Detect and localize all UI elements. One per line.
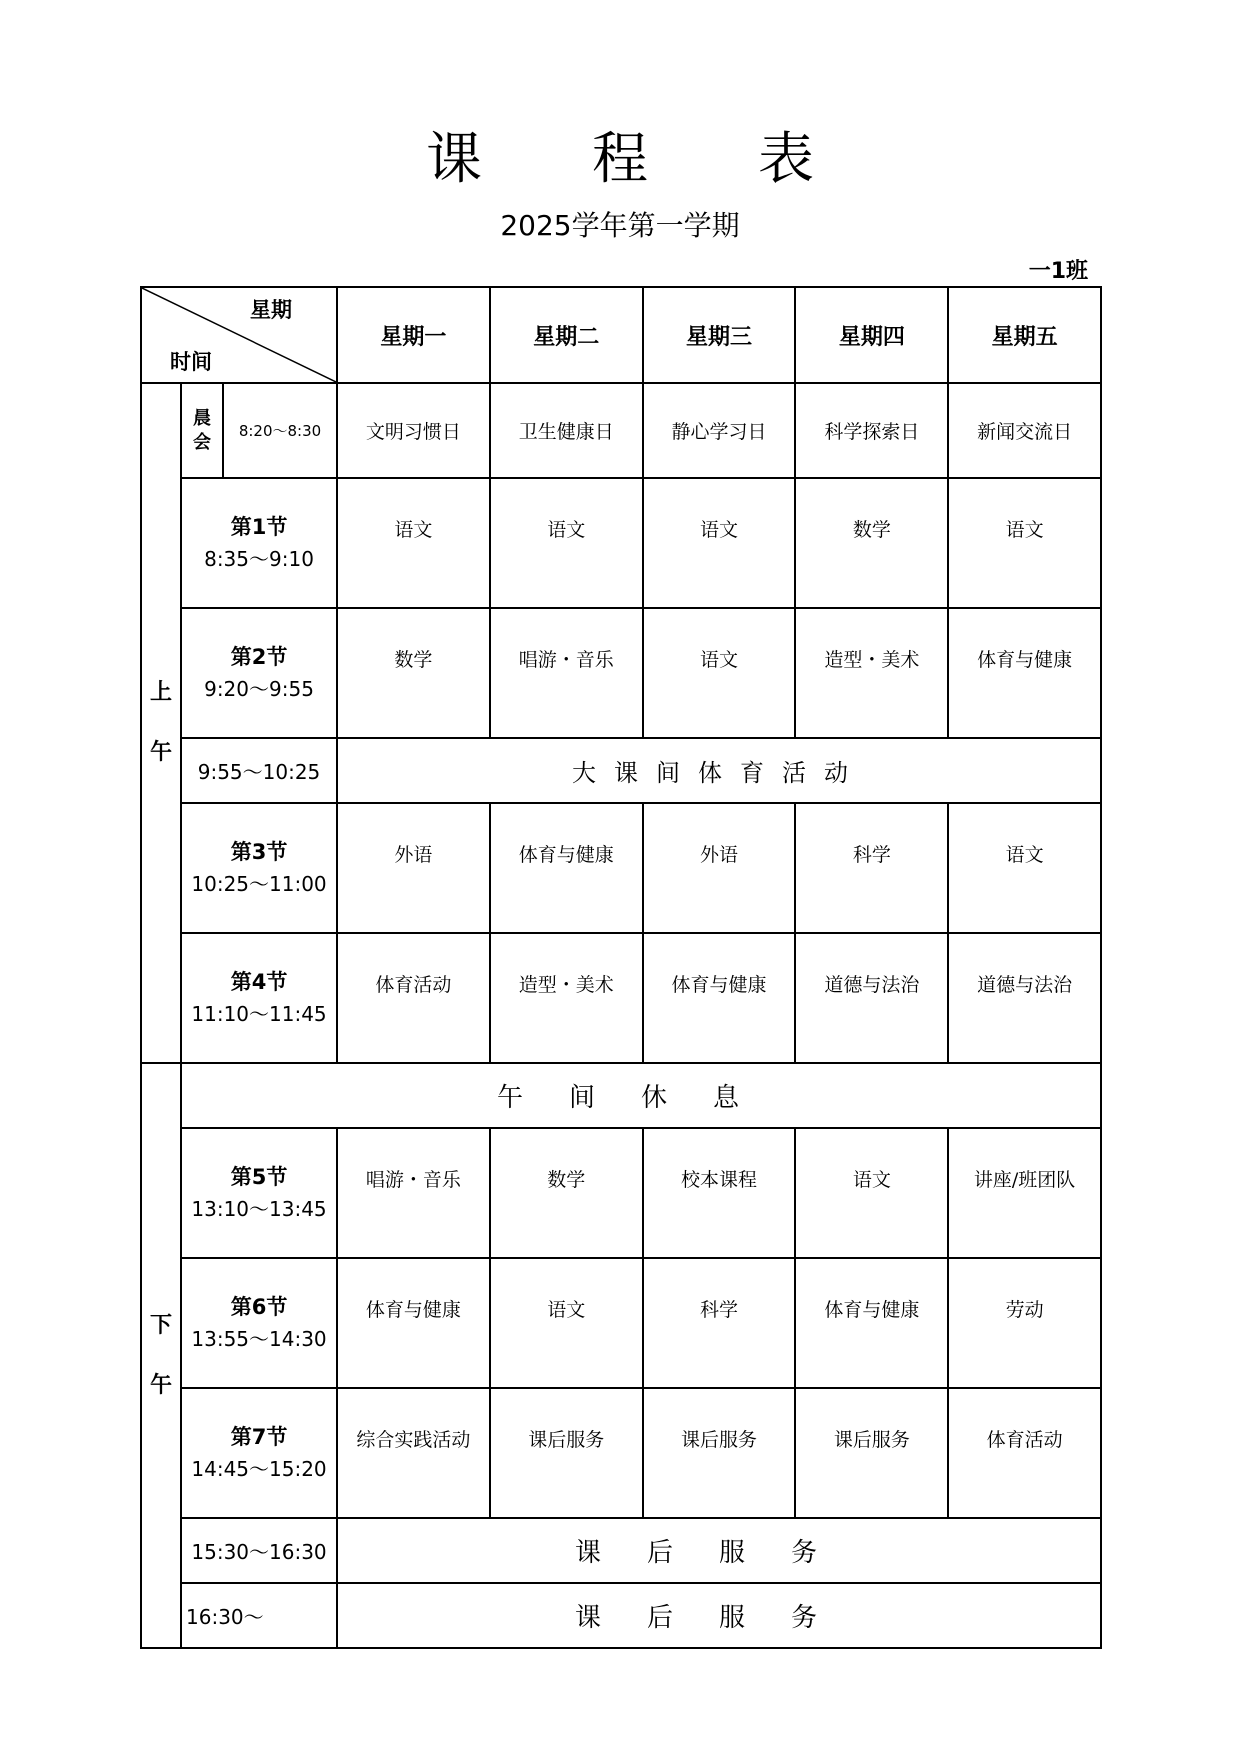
title-char-3: 表 xyxy=(758,127,814,192)
p6-thu: 体育与健康 xyxy=(795,1258,948,1388)
period-row-1 xyxy=(141,478,1101,608)
p4-fri: 道德与法治 xyxy=(948,933,1101,1063)
period-row-2 xyxy=(141,608,1101,738)
period-row-6 xyxy=(141,1258,1101,1388)
p7-wed: 课后服务 xyxy=(643,1388,796,1518)
after-school-1-time: 15:30～16:30 xyxy=(181,1518,337,1583)
p5-thu: 语文 xyxy=(795,1128,948,1258)
p1-tue: 语文 xyxy=(490,478,643,608)
afternoon-label: 下 午 xyxy=(141,1063,181,1648)
p5-tue: 数学 xyxy=(490,1128,643,1258)
p4-mon: 体育活动 xyxy=(337,933,490,1063)
morning-meeting-time: 8:20～8:30 xyxy=(223,383,337,478)
p3-thu: 科学 xyxy=(795,803,948,933)
p2-tue: 唱游・音乐 xyxy=(490,608,643,738)
morning-meeting-label: 晨 会 xyxy=(181,383,223,478)
p6-mon: 体育与健康 xyxy=(337,1258,490,1388)
after-school-2-time: 16:30～ xyxy=(181,1583,337,1648)
corner-day-label: 星期 xyxy=(250,298,293,322)
period-6-label: 第6节 13:55～14:30 xyxy=(181,1258,337,1388)
p3-mon: 外语 xyxy=(337,803,490,933)
p5-wed: 校本课程 xyxy=(643,1128,796,1258)
p6-fri: 劳动 xyxy=(948,1258,1101,1388)
header-row xyxy=(141,287,1101,383)
p1-mon: 语文 xyxy=(337,478,490,608)
after-school-2-label: 课后服务 xyxy=(337,1583,1101,1648)
p6-tue: 语文 xyxy=(490,1258,643,1388)
p2-mon: 数学 xyxy=(337,608,490,738)
corner-time-label: 时间 xyxy=(170,350,212,374)
noon-break-row xyxy=(141,1063,1101,1128)
p1-thu: 数学 xyxy=(795,478,948,608)
big-break-time: 9:55～10:25 xyxy=(181,738,337,803)
timetable xyxy=(140,286,1102,1649)
p7-mon: 综合实践活动 xyxy=(337,1388,490,1518)
day-header-tue: 星期二 xyxy=(490,287,643,383)
big-break-row xyxy=(141,738,1101,803)
class-label: 一1班 xyxy=(1028,259,1088,284)
semester-subtitle: 2025学年第一学期 xyxy=(500,209,740,242)
p3-tue: 体育与健康 xyxy=(490,803,643,933)
period-5-label: 第5节 13:10～13:45 xyxy=(181,1128,337,1258)
p7-tue: 课后服务 xyxy=(490,1388,643,1518)
after-school-row-1 xyxy=(141,1518,1101,1583)
meeting-cell-thu: 科学探索日 xyxy=(795,383,948,478)
p4-tue: 造型・美术 xyxy=(490,933,643,1063)
period-3-label: 第3节 10:25～11:00 xyxy=(181,803,337,933)
day-header-fri: 星期五 xyxy=(948,287,1101,383)
p3-wed: 外语 xyxy=(643,803,796,933)
period-2-label: 第2节 9:20～9:55 xyxy=(181,608,337,738)
p1-wed: 语文 xyxy=(643,478,796,608)
title-char-2: 程 xyxy=(592,127,648,192)
corner-header xyxy=(141,287,337,383)
day-header-thu: 星期四 xyxy=(795,287,948,383)
p3-fri: 语文 xyxy=(948,803,1101,933)
morning-meeting-row xyxy=(141,383,1101,478)
day-header-wed: 星期三 xyxy=(643,287,796,383)
p2-wed: 语文 xyxy=(643,608,796,738)
period-7-label: 第7节 14:45～15:20 xyxy=(181,1388,337,1518)
meeting-cell-fri: 新闻交流日 xyxy=(948,383,1101,478)
after-school-1-label: 课后服务 xyxy=(337,1518,1101,1583)
p2-thu: 造型・美术 xyxy=(795,608,948,738)
period-row-7 xyxy=(141,1388,1101,1518)
p7-thu: 课后服务 xyxy=(795,1388,948,1518)
period-row-3 xyxy=(141,803,1101,933)
p4-thu: 道德与法治 xyxy=(795,933,948,1063)
p5-fri: 讲座/班团队 xyxy=(948,1128,1101,1258)
page-title xyxy=(0,128,1240,192)
meeting-cell-tue: 卫生健康日 xyxy=(490,383,643,478)
p1-fri: 语文 xyxy=(948,478,1101,608)
period-row-4 xyxy=(141,933,1101,1063)
noon-break-label: 午间休息 xyxy=(181,1063,1101,1128)
morning-label: 上 午 xyxy=(141,383,181,1063)
meeting-cell-wed: 静心学习日 xyxy=(643,383,796,478)
day-header-mon: 星期一 xyxy=(337,287,490,383)
period-4-label: 第4节 11:10～11:45 xyxy=(181,933,337,1063)
big-break-label: 大课间体育活动 xyxy=(337,738,1101,803)
meeting-cell-mon: 文明习惯日 xyxy=(337,383,490,478)
after-school-row-2 xyxy=(141,1583,1101,1648)
p6-wed: 科学 xyxy=(643,1258,796,1388)
p4-wed: 体育与健康 xyxy=(643,933,796,1063)
p5-mon: 唱游・音乐 xyxy=(337,1128,490,1258)
period-row-5 xyxy=(141,1128,1101,1258)
period-1-label: 第1节 8:35～9:10 xyxy=(181,478,337,608)
p2-fri: 体育与健康 xyxy=(948,608,1101,738)
p7-fri: 体育活动 xyxy=(948,1388,1101,1518)
title-char-1: 课 xyxy=(426,127,482,192)
